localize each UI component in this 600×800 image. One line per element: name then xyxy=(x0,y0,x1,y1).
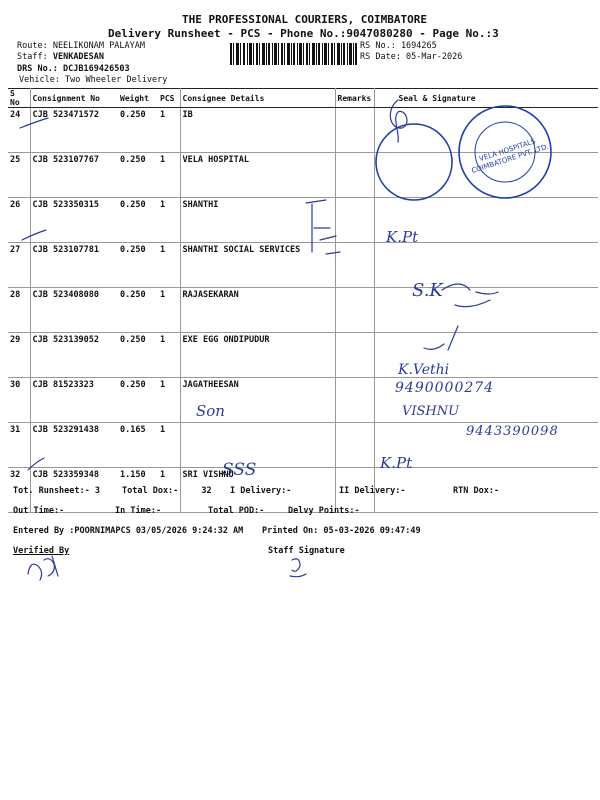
row-remarks xyxy=(335,153,374,198)
row-pcs: 1 xyxy=(158,198,180,243)
row-consignment: CJB 523471572 xyxy=(30,108,118,153)
hw-sign-28: S.K xyxy=(412,280,443,301)
row-remarks xyxy=(335,243,374,288)
row-consignee xyxy=(180,423,335,468)
rs-number: RS No.: 1694265 xyxy=(360,41,437,51)
table-header-row xyxy=(8,89,598,108)
row-weight: 0.250 xyxy=(118,243,158,288)
row-consignment: CJB 81523323 xyxy=(30,378,118,423)
row-consignment: CJB 523291438 xyxy=(30,423,118,468)
total-pod: Total POD:- xyxy=(208,506,265,516)
row-weight: 0.165 xyxy=(118,423,158,468)
row-consignment: CJB 523139052 xyxy=(30,333,118,378)
ii-delivery: II Delivery:- xyxy=(339,486,406,496)
tot-runsheet: Tot. Runsheet:- 3 xyxy=(13,486,100,496)
row-sno: 29 xyxy=(8,333,30,378)
row-pcs: 1 xyxy=(158,378,180,423)
row-consignee: SRI VISHNU xyxy=(180,468,335,513)
row-pcs: 1 xyxy=(158,288,180,333)
row-consignee: RAJASEKARAN xyxy=(180,288,335,333)
row-remarks xyxy=(335,108,374,153)
row-consignee: SHANTHI SOCIAL SERVICES xyxy=(180,243,335,288)
col-weight: Weight xyxy=(118,89,158,108)
total-dox xyxy=(122,486,212,496)
table-row xyxy=(8,243,598,288)
row-pcs: 1 xyxy=(158,333,180,378)
hw-name-30: K.Vethi xyxy=(398,362,450,378)
document-title: THE PROFESSIONAL COURIERS, COIMBATORE xyxy=(182,13,428,26)
row-sno: 24 xyxy=(8,108,30,153)
row-pcs: 1 xyxy=(158,243,180,288)
vehicle: Vehicle: Two Wheeler Delivery xyxy=(19,75,168,85)
hw-remark-31: Son xyxy=(196,402,225,420)
drs-number: DRS No.: DCJB169426503 xyxy=(17,64,130,74)
staff-sign-mark xyxy=(290,559,306,577)
row-pcs: 1 xyxy=(158,468,180,513)
col-remarks: Remarks xyxy=(335,89,374,108)
hw-phone-31: 9443390098 xyxy=(466,424,559,439)
hw-phone-30: 9490000274 xyxy=(395,380,495,396)
in-time: In Time:- xyxy=(115,506,162,516)
row-remarks xyxy=(335,423,374,468)
row-pcs: 1 xyxy=(158,153,180,198)
row-consignment: CJB 523408080 xyxy=(30,288,118,333)
col-consignee: Consignee Details xyxy=(180,89,335,108)
staff-signature: Staff Signature xyxy=(268,546,345,556)
col-pcs: PCS xyxy=(158,89,180,108)
delvy-points: Delvy Points:- xyxy=(288,506,360,516)
row-sno: 31 xyxy=(8,423,30,468)
verified-by: Verified By xyxy=(13,546,70,556)
total-dox-label: Total Dox:- xyxy=(122,486,179,496)
hw-sign-32: K.Pt xyxy=(380,454,413,472)
row-weight: 0.250 xyxy=(118,333,158,378)
entered-by: Entered By :POORNIMAPCS 03/05/2026 9:24:32 AM xyxy=(13,526,244,536)
rs-date: RS Date: 05-Mar-2026 xyxy=(360,52,463,62)
stamp-text: VELA HOSPITALS COIMBATORE PVT. LTD. xyxy=(470,137,550,176)
row-consignment: CJB 523359348 xyxy=(30,468,118,513)
barcode xyxy=(230,43,358,65)
row-seal xyxy=(374,288,598,333)
row-weight: 0.250 xyxy=(118,288,158,333)
verified-signature xyxy=(28,556,58,580)
row-seal xyxy=(374,243,598,288)
staff-label: Staff: xyxy=(17,52,48,62)
row-sno: 26 xyxy=(8,198,30,243)
col-seal: Seal & Signature xyxy=(374,89,598,108)
row-consignee: VELA HOSPITAL xyxy=(180,153,335,198)
row-sno: 30 xyxy=(8,378,30,423)
hw-sign-27: K.Pt xyxy=(386,228,419,246)
table-row xyxy=(8,333,598,378)
document-subtitle: Delivery Runsheet - PCS - Phone No.:9047080280 - Page No.:3 xyxy=(108,27,499,40)
row-pcs: 1 xyxy=(158,108,180,153)
staff-name: VENKADESAN xyxy=(52,52,105,62)
row-consignment: CJB 523350315 xyxy=(30,198,118,243)
col-sno: S No xyxy=(8,89,30,108)
row-sno: 25 xyxy=(8,153,30,198)
row-sno: 28 xyxy=(8,288,30,333)
table-row xyxy=(8,378,598,423)
table-row xyxy=(8,198,598,243)
hw-name-31: VISHNU xyxy=(402,404,460,419)
out-time: Out Time:- xyxy=(13,506,65,516)
row-remarks xyxy=(335,333,374,378)
row-weight: 0.250 xyxy=(118,198,158,243)
row-sno: 27 xyxy=(8,243,30,288)
staff xyxy=(17,52,104,62)
row-seal xyxy=(374,108,598,153)
row-consignment: CJB 523107767 xyxy=(30,153,118,198)
row-consignee: SHANTHI xyxy=(180,198,335,243)
row-sno: 32 xyxy=(8,468,30,513)
row-pcs: 1 xyxy=(158,423,180,468)
row-consignee: JAGATHEESAN xyxy=(180,378,335,423)
row-remarks xyxy=(335,288,374,333)
table-row xyxy=(8,288,598,333)
rtn-dox: RTN Dox:- xyxy=(453,486,500,496)
col-consignment: Consignment No xyxy=(30,89,118,108)
row-remarks xyxy=(335,378,374,423)
row-weight: 0.250 xyxy=(118,108,158,153)
row-weight: 1.150 xyxy=(118,468,158,513)
hw-remark-32: SSS xyxy=(222,460,257,480)
row-consignee: IB xyxy=(180,108,335,153)
row-weight: 0.250 xyxy=(118,153,158,198)
row-consignee: EXE EGG ONDIPUDUR xyxy=(180,333,335,378)
printed-on: Printed On: 05-03-2026 09:47:49 xyxy=(262,526,421,536)
row-remarks xyxy=(335,198,374,243)
i-delivery: I Delivery:- xyxy=(230,486,292,496)
route: Route: NEELIKONAM PALAYAM xyxy=(17,41,145,51)
total-dox-value: 32 xyxy=(201,486,212,496)
row-weight: 0.250 xyxy=(118,378,158,423)
row-consignment: CJB 523107781 xyxy=(30,243,118,288)
